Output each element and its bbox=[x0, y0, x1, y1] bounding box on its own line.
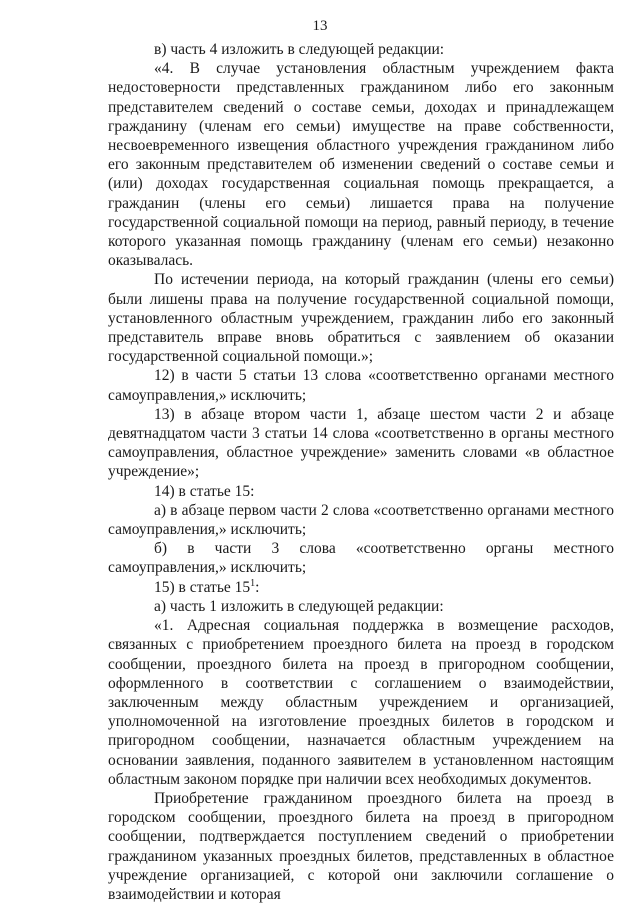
paragraph-part-1-text: «1. Адресная социальная поддержка в возмещение расходов, связанных с приобретением проездного билета на проезд в городском сообщении, проездного билета на проезд в пригородном сообщении, оформленного в соответствии с соглашением о взаимодействии, заключенным между областным учреждением и организацией, уполномоченной на изготовление проездных билетов в городском и пригородном сообщении, назначается областным учреждением на основании заявления, поданного заявителем в установленном настоящим областным законом порядке при наличии всех необходимых документов. bbox=[108, 617, 614, 788]
paragraph-item-15-a: а) часть 1 изложить в следующей редакции: bbox=[154, 597, 444, 615]
paragraph-after-period: По истечении периода, на который гражданин (члены его семьи) были лишены права на получение государственной социальной помощи, установленного областным учреждением, гражданин либо его законный представитель вправе вновь обратиться с заявлением об оказании государственной социальной помощи.»; bbox=[108, 271, 614, 366]
paragraph-item-12: 12) в части 5 статьи 13 слова «соответственно органами местного самоуправления,» исключить; bbox=[108, 367, 614, 404]
paragraph-item-14-b: б) в части 3 слова «соответственно органы местного самоуправления,» исключить; bbox=[108, 540, 614, 577]
paragraph-part-4-text: «4. В случае установления областным учреждением факта недостоверности представленных гражданином либо его законным представителем сведений о составе семьи, доходах и принадлежащем гражданину (членам его семьи) имуществе на праве собственности, несвоевременного извещения областного учреждения гражданином либо его законным представителем об изменении сведений о составе семьи и (или) доходах государственная социальная помощь прекращается, а гражданин (члены его семьи) лишается права на получение государственной социальной помощи на период, равный периоду, в течение которого указанная помощь гражданину (членам его семьи) незаконно оказывалась. bbox=[108, 60, 614, 270]
page-number: 13 bbox=[312, 18, 328, 34]
item-15-superscript: 1 bbox=[250, 577, 256, 589]
item-15-suffix: : bbox=[255, 578, 260, 596]
paragraph-item-14-a: а) в абзаце первом части 2 слова «соответственно органами местного самоуправления,» исключить; bbox=[108, 501, 614, 539]
paragraph-v-part-4: в) часть 4 изложить в следующей редакции: bbox=[154, 41, 445, 58]
paragraph-item-15 bbox=[108, 578, 614, 597]
document-body bbox=[108, 40, 614, 904]
paragraph-ticket-purchase: Приобретение гражданином проездного билета на проезд в городском сообщении, проездного билета на проезд в пригородном сообщении, подтверждается поступлением сведений о приобретении гражданином указанных проездных билетов, представленных в областное учреждение организацией, с которой они заключили соглашение о взаимодействии и которая bbox=[108, 789, 614, 903]
item-15-text: 15) в статье 15 bbox=[154, 578, 251, 596]
paragraph-item-13: 13) в абзаце втором части 1, абзаце шестом части 2 и абзаце девятнадцатом части 3 статьи 14 слова «соответственно в органы местного самоуправления, областное учреждение» заменить словами «в областное учреждение»; bbox=[108, 405, 614, 481]
paragraph-item-14: 14) в статье 15: bbox=[154, 482, 255, 500]
